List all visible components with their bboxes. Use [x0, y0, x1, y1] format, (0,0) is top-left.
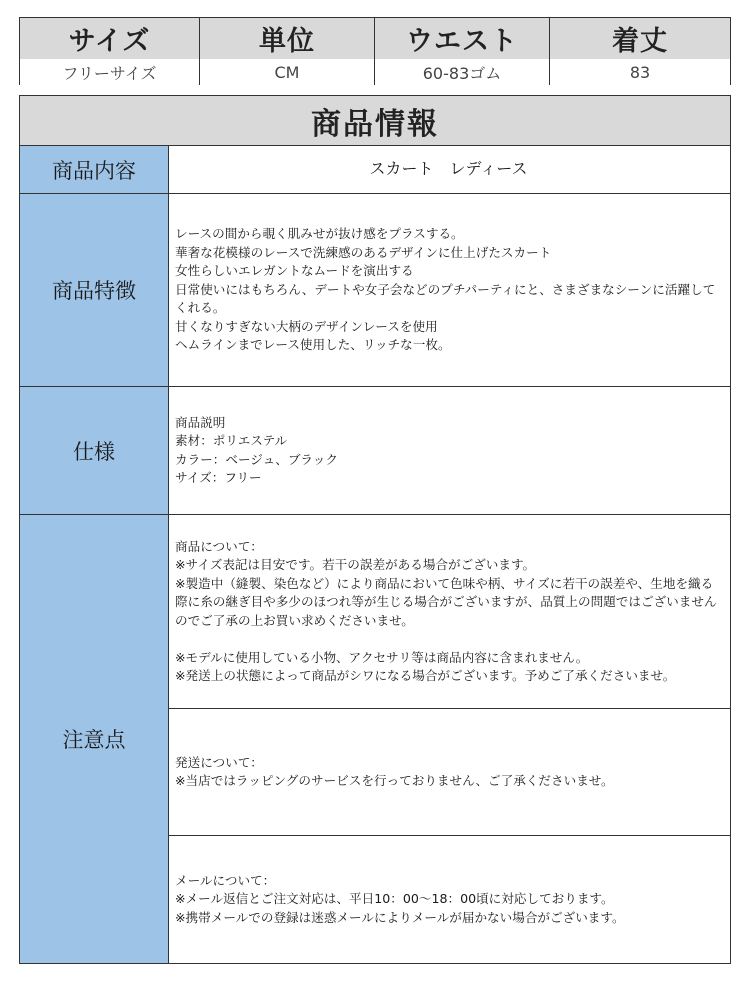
contents-label: 商品内容	[20, 146, 169, 193]
specs-label: 仕様	[20, 387, 169, 514]
features-label: 商品特徴	[20, 194, 169, 386]
length-value: 83	[629, 62, 651, 82]
waist-header: ウエスト	[375, 18, 550, 59]
product-info-title: 商品情報	[20, 96, 730, 146]
specs-text: 商品説明 素材：ポリエステル カラー：ベージュ、ブラック サイズ：フリー	[175, 414, 338, 485]
contents-text: スカート レディース	[369, 159, 528, 179]
unit-header: 単位	[200, 18, 375, 59]
length-header: 着丈	[612, 26, 668, 57]
row-contents	[20, 146, 730, 194]
size-table	[19, 17, 731, 85]
features-text: レースの間から覗く肌みせが抜け感をプラスする。 華奢な花模様のレースで洗練感のあるデザインに仕上げたスカート 女性らしいエレガントなムードを演出する 日常使いにはもちろん、デートや女子会などのプチパーティにと、さまざまなシーンに活躍してくれる。 甘くなりすぎない大柄のデザインレースを使用 ヘムラインまでレース使用した、リッチな一枚。	[175, 226, 716, 353]
size-value: フリーサイズ	[20, 59, 200, 85]
row-features	[20, 194, 730, 387]
row-notes	[20, 515, 730, 963]
size-table-value-row	[20, 59, 730, 85]
size-header: サイズ	[20, 18, 200, 59]
unit-value: CM	[200, 59, 375, 85]
notes-email-section: メールについて： ※メール返信とご注文対応は、平日10：00〜18：00頃に対応しております。 ※携帯メールでの登録は迷惑メールによりメールが届かない場合がございます。	[175, 872, 625, 925]
notes-product-section: 商品について： ※サイズ表記は目安です。若干の誤差がある場合がございます。 ※製造中（縫製、染色など）により商品において色味や柄、サイズに若干の誤差や、生地を織る際に糸の継ぎ目や多少のほつれ等が生じる場合がございますが、品質上の問題ではございませんのでご了承の上お買い求めくださいませ。 ※モデルに使用している小物、アクセサリ等は商品内容に含まれません。 ※発送上の状態によって商品がシワになる場合がございます。予めご了承くださいませ。	[169, 515, 730, 709]
size-table-header-row	[20, 18, 730, 60]
row-specs	[20, 387, 730, 515]
product-info-table	[19, 95, 731, 964]
notes-shipping-section: 発送について： ※当店ではラッピングのサービスを行っておりません、ご了承くださいませ。	[169, 709, 730, 836]
notes-label: 注意点	[20, 515, 169, 963]
waist-value: 60-83ゴム	[375, 59, 550, 85]
